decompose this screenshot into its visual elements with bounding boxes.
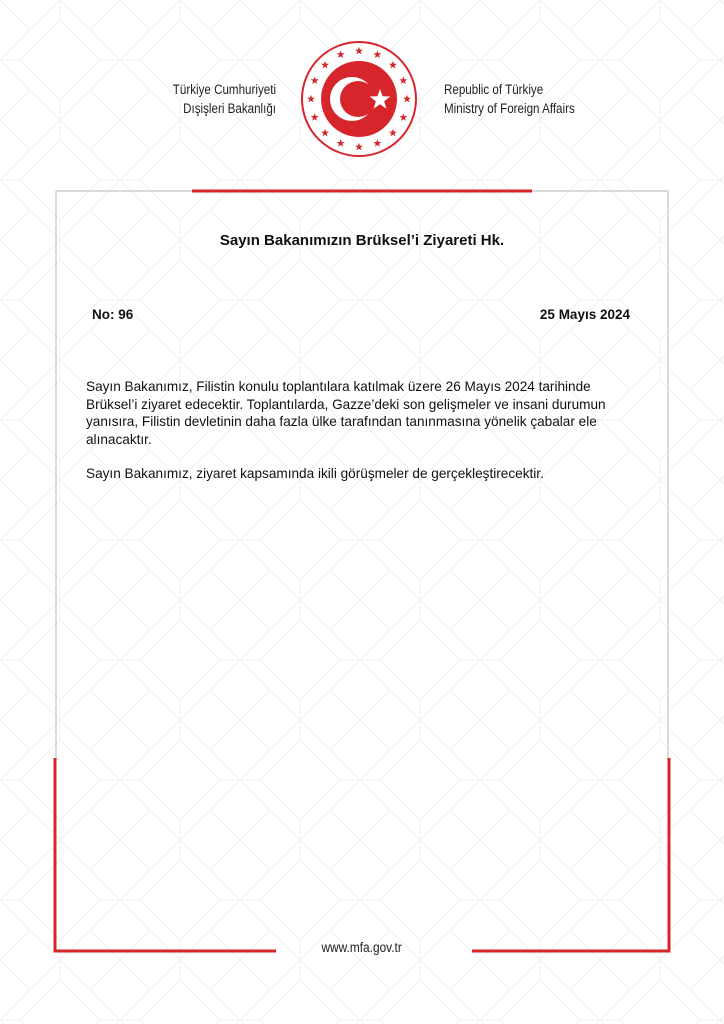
ministry-name-english bbox=[444, 80, 575, 118]
document-body bbox=[86, 378, 642, 500]
ministry-en-line2: Ministry of Foreign Affairs bbox=[444, 101, 575, 116]
body-paragraph: Sayın Bakanımız, Filistin konulu toplantılara katılmak üzere 26 Mayıs 2024 tarihinde Brüksel’i ziyaret edecektir. Toplantılarda, Gazze’deki son gelişmeler ve insani durumun yanısıra, Filistin devletinin daha fazla ülke tarafından tanınmasına yönelik çabalar ele alınacaktır. bbox=[86, 379, 606, 447]
document-number: No: 96 bbox=[92, 307, 134, 322]
ministry-name-turkish bbox=[173, 80, 276, 118]
ministry-tr-line2: Dışişleri Bakanlığı bbox=[183, 101, 276, 116]
crescent-star-seal-icon bbox=[300, 40, 418, 158]
footer-url-text: www.mfa.gov.tr bbox=[321, 940, 403, 955]
document-title: Sayın Bakanımızın Brüksel’i Ziyareti Hk. bbox=[219, 232, 505, 249]
ministry-tr-line1: Türkiye Cumhuriyeti bbox=[172, 82, 276, 97]
document-date: 25 Mayıs 2024 bbox=[539, 307, 630, 322]
footer-website-link[interactable] bbox=[0, 940, 724, 955]
letterhead bbox=[0, 0, 724, 170]
ministry-en-line1: Republic of Türkiye bbox=[444, 82, 544, 97]
body-paragraph: Sayın Bakanımız, ziyaret kapsamında ikili görüşmeler de gerçekleştirecektir. bbox=[86, 466, 544, 481]
